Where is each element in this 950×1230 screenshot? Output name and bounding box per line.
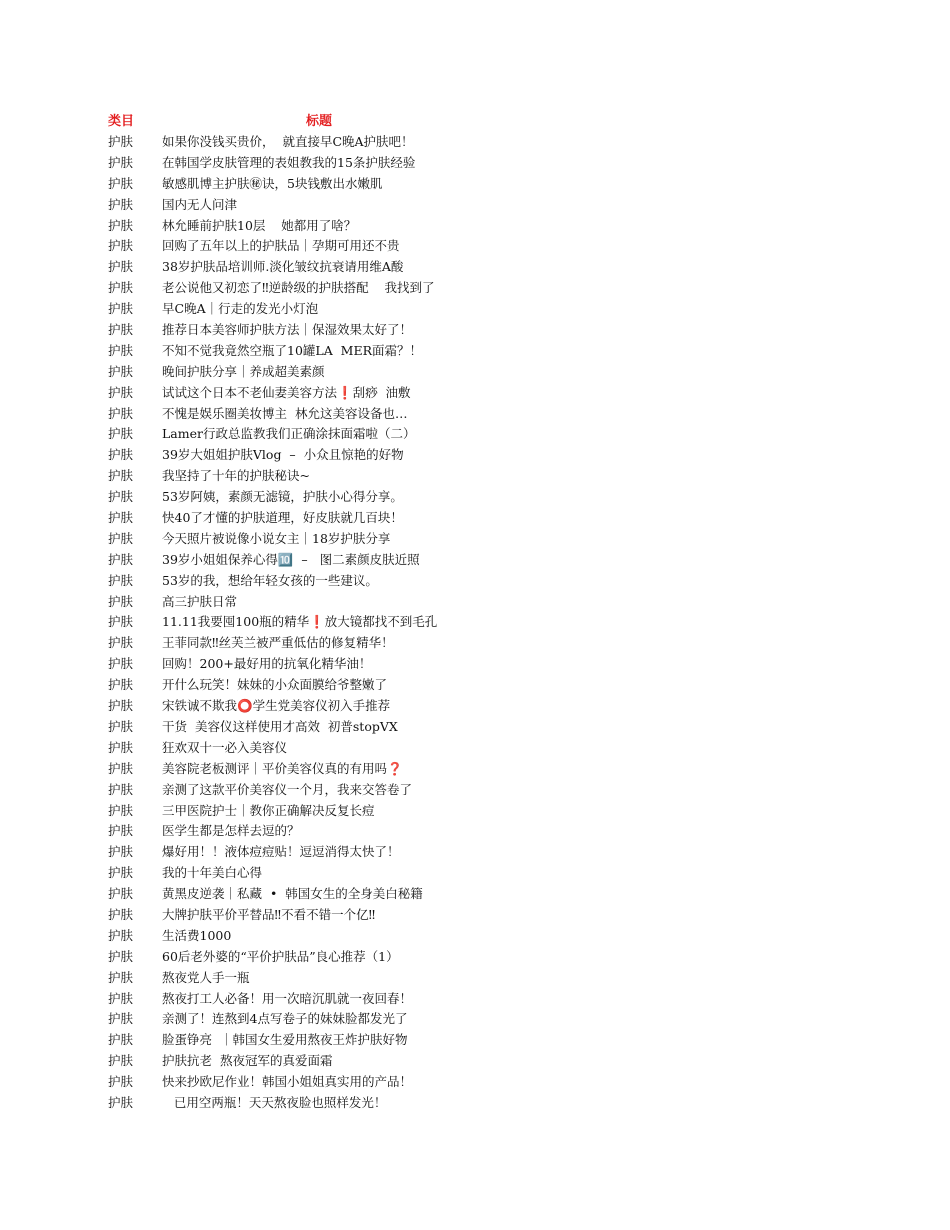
cell-title: 脸蛋铮亮 ｜韩国女生爱用熬夜王炸护肤好物 xyxy=(162,1032,408,1048)
cell-title: 11.11我要囤100瓶的精华❗放大镜都找不到毛孔 xyxy=(162,614,438,630)
cell-category: 护肤 xyxy=(108,572,134,588)
cell-title: 60后老外婆的“平价护肤品”良心推荐（1） xyxy=(162,948,399,964)
table-row xyxy=(108,299,908,320)
cell-category: 护肤 xyxy=(108,175,134,191)
table-row xyxy=(108,341,908,362)
table-row xyxy=(108,821,908,842)
cell-title: 国内无人问津 xyxy=(162,196,238,212)
cell-category: 护肤 xyxy=(108,489,134,505)
cell-category: 护肤 xyxy=(108,927,134,943)
table-row xyxy=(108,383,908,404)
table-row xyxy=(108,926,908,947)
cell-title: 黄黑皮逆袭｜私藏 • 韩国女生的全身美白秘籍 xyxy=(162,886,423,902)
cell-title: 干货 美容仪这样使用才高效 初普stopVX xyxy=(162,718,398,734)
column-header-category: 类目 xyxy=(108,114,135,129)
cell-title: 39岁小姐姐保养心得🔟 – 图二素颜皮肤近照 xyxy=(162,551,420,567)
table-row xyxy=(108,174,908,195)
table-row xyxy=(108,362,908,383)
table-row xyxy=(108,195,908,216)
table-row xyxy=(108,675,908,696)
table-row xyxy=(108,550,908,571)
table-row xyxy=(108,801,908,822)
table-row xyxy=(108,278,908,299)
cell-title: 老公说他又初恋了‼逆龄级的护肤搭配 我找到了 xyxy=(162,280,435,296)
table-row xyxy=(108,654,908,675)
table-row xyxy=(108,508,908,529)
cell-category: 护肤 xyxy=(108,677,134,693)
cell-title: 晚间护肤分享｜养成超美素颜 xyxy=(162,363,325,379)
table-row xyxy=(108,738,908,759)
header-row xyxy=(108,111,908,132)
table-row xyxy=(108,759,908,780)
table-row xyxy=(108,1072,908,1093)
cell-title: Lamer行政总监教我们正确涂抹面霜啦（二） xyxy=(162,426,416,442)
cell-category: 护肤 xyxy=(108,990,134,1006)
cell-title: 试试这个日本不老仙妻美容方法❗刮痧 油敷 xyxy=(162,384,411,400)
cell-category: 护肤 xyxy=(108,1032,134,1048)
cell-title: 亲测了这款平价美容仪一个月，我来交答卷了 xyxy=(162,781,413,797)
cell-title: 快40了才懂的护肤道理，好皮肤就几百块！ xyxy=(162,510,403,526)
cell-title: 38岁护肤品培训师.淡化皱纹抗衰请用维A酸 xyxy=(162,259,404,275)
cell-category: 护肤 xyxy=(108,614,134,630)
data-rows xyxy=(108,132,908,1114)
cell-title: 林允睡前护肤10层 她都用了啥？ xyxy=(162,217,357,233)
cell-category: 护肤 xyxy=(108,510,134,526)
cell-title: 熬夜党人手一瓶 xyxy=(162,969,250,985)
cell-title: 53岁阿姨，素颜无滤镜，护肤小心得分享。 xyxy=(162,489,403,505)
cell-category: 护肤 xyxy=(108,886,134,902)
cell-category: 护肤 xyxy=(108,760,134,776)
cell-title: 我坚持了十年的护肤秘诀~ xyxy=(162,468,310,484)
cell-title: 53岁的我，想给年轻女孩的一些建议。 xyxy=(162,572,378,588)
spreadsheet xyxy=(108,111,908,1114)
table-row xyxy=(108,780,908,801)
cell-category: 护肤 xyxy=(108,718,134,734)
cell-category: 护肤 xyxy=(108,551,134,567)
table-row xyxy=(108,1009,908,1030)
cell-category: 护肤 xyxy=(108,363,134,379)
table-row xyxy=(108,633,908,654)
cell-title: 开什么玩笑！妹妹的小众面膜给爷整嫩了 xyxy=(162,677,388,693)
cell-category: 护肤 xyxy=(108,426,134,442)
cell-title: 早C晚A｜行走的发光小灯泡 xyxy=(162,301,319,317)
cell-category: 护肤 xyxy=(108,844,134,860)
cell-category: 护肤 xyxy=(108,217,134,233)
cell-category: 护肤 xyxy=(108,238,134,254)
table-row xyxy=(108,592,908,613)
cell-category: 护肤 xyxy=(108,154,134,170)
cell-title: 高三护肤日常 xyxy=(162,593,238,609)
table-row xyxy=(108,216,908,237)
table-row xyxy=(108,717,908,738)
cell-category: 护肤 xyxy=(108,969,134,985)
cell-title: 王菲同款‼丝芙兰被严重低估的修复精华！ xyxy=(162,635,394,651)
table-row xyxy=(108,132,908,153)
cell-category: 护肤 xyxy=(108,823,134,839)
cell-title: 宋铁诚不欺我⭕学生党美容仪初入手推荐 xyxy=(162,698,391,714)
cell-category: 护肤 xyxy=(108,134,134,149)
table-row xyxy=(108,905,908,926)
column-header-title: 标题 xyxy=(306,114,333,129)
cell-category: 护肤 xyxy=(108,865,134,881)
cell-title: 美容院老板测评｜平价美容仪真的有用吗❓ xyxy=(162,760,403,776)
cell-title: 护肤抗老 熬夜冠军的真爱面霜 xyxy=(162,1053,333,1069)
table-row xyxy=(108,989,908,1010)
cell-category: 护肤 xyxy=(108,906,134,922)
table-row xyxy=(108,696,908,717)
cell-title: 狂欢双十一必入美容仪 xyxy=(162,739,288,755)
table-row xyxy=(108,404,908,425)
table-row xyxy=(108,842,908,863)
table-row xyxy=(108,236,908,257)
cell-category: 护肤 xyxy=(108,656,134,672)
cell-category: 护肤 xyxy=(108,802,134,818)
cell-category: 护肤 xyxy=(108,948,134,964)
cell-category: 护肤 xyxy=(108,1074,134,1090)
table-row xyxy=(108,968,908,989)
cell-title: 在韩国学皮肤管理的表姐教我的15条护肤经验 xyxy=(162,154,416,170)
table-row xyxy=(108,153,908,174)
cell-category: 护肤 xyxy=(108,698,134,714)
table-row xyxy=(108,612,908,633)
cell-category: 护肤 xyxy=(108,739,134,755)
cell-category: 护肤 xyxy=(108,280,134,296)
cell-title: 已用空两瓶！天天熬夜脸也照样发光！ xyxy=(162,1094,387,1110)
cell-category: 护肤 xyxy=(108,342,134,358)
cell-title: 推荐日本美容师护肤方法｜保湿效果太好了！ xyxy=(162,322,413,338)
table-row xyxy=(108,863,908,884)
cell-category: 护肤 xyxy=(108,593,134,609)
cell-title: 亲测了！连熬到4点写卷子的妹妹脸都发光了 xyxy=(162,1011,408,1027)
cell-title: 快来抄欧尼作业！韩国小姐姐真实用的产品！ xyxy=(162,1074,413,1090)
table-row xyxy=(108,529,908,550)
cell-title: 生活费1000 xyxy=(162,927,232,943)
cell-title: 不愧是娱乐圈美妆博主 林允这美容设备也… xyxy=(162,405,408,421)
cell-title: 医学生都是怎样去逗的？ xyxy=(162,823,300,839)
cell-category: 护肤 xyxy=(108,1094,134,1110)
cell-category: 护肤 xyxy=(108,301,134,317)
table-row xyxy=(108,947,908,968)
table-row xyxy=(108,1093,908,1114)
cell-title: 不知不觉我竟然空瓶了10罐LA MER面霜？！ xyxy=(162,342,423,358)
cell-category: 护肤 xyxy=(108,1053,134,1069)
cell-title: 回购了五年以上的护肤品｜孕期可用还不贵 xyxy=(162,238,400,254)
cell-title: 爆好用！！液体痘痘贴！逗逗消得太快了！ xyxy=(162,844,400,860)
cell-category: 护肤 xyxy=(108,259,134,275)
table-row xyxy=(108,466,908,487)
table-row xyxy=(108,1051,908,1072)
cell-category: 护肤 xyxy=(108,468,134,484)
cell-title: 我的十年美白心得 xyxy=(162,865,263,881)
cell-category: 护肤 xyxy=(108,322,134,338)
cell-category: 护肤 xyxy=(108,781,134,797)
cell-category: 护肤 xyxy=(108,384,134,400)
table-row xyxy=(108,445,908,466)
cell-title: 敏感肌博主护肤㊙诀，5块钱敷出水嫩肌 xyxy=(162,175,383,191)
table-row xyxy=(108,884,908,905)
table-row xyxy=(108,1030,908,1051)
table-row xyxy=(108,487,908,508)
cell-title: 39岁大姐姐护肤Vlog – 小众且惊艳的好物 xyxy=(162,447,404,463)
cell-title: 三甲医院护士｜教你正确解决反复长痘 xyxy=(162,802,375,818)
cell-category: 护肤 xyxy=(108,1011,134,1027)
table-row xyxy=(108,320,908,341)
cell-category: 护肤 xyxy=(108,196,134,212)
cell-title: 熬夜打工人必备！用一次暗沉肌就一夜回春！ xyxy=(162,990,413,1006)
cell-title: 大牌护肤平价平替品‼不看不错一个亿‼ xyxy=(162,906,376,922)
cell-title: 今天照片被说像小说女主｜18岁护肤分享 xyxy=(162,530,391,546)
table-row xyxy=(108,571,908,592)
table-row xyxy=(108,257,908,278)
cell-category: 护肤 xyxy=(108,530,134,546)
cell-category: 护肤 xyxy=(108,405,134,421)
table-row xyxy=(108,424,908,445)
cell-title: 如果你没钱买贵价， 就直接早C晚A护肤吧！ xyxy=(162,134,414,149)
cell-category: 护肤 xyxy=(108,447,134,463)
cell-category: 护肤 xyxy=(108,635,134,651)
cell-title: 回购！200+最好用的抗氧化精华油！ xyxy=(162,656,372,672)
